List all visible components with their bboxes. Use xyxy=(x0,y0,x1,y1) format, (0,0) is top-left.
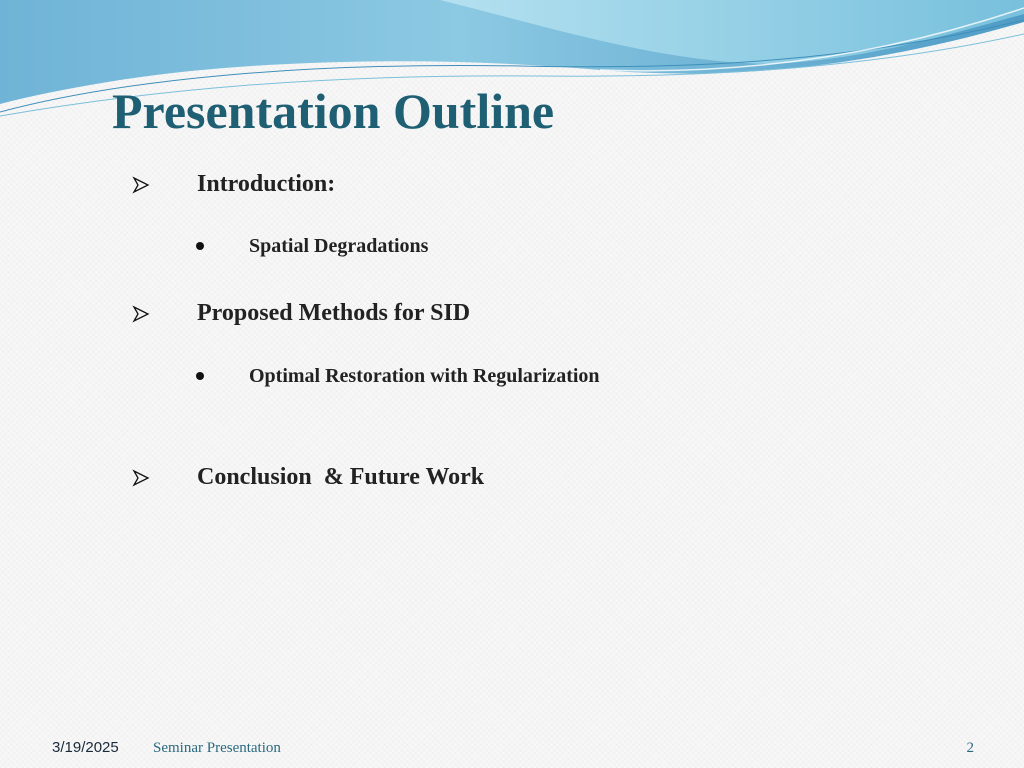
footer-date: 3/19/2025 xyxy=(52,739,119,756)
arrow-bullet-icon xyxy=(132,305,150,323)
outline-subitem-label: Optimal Restoration with Regularization xyxy=(249,365,600,387)
outline-item-label: Proposed Methods for SID xyxy=(197,300,471,326)
dot-bullet-icon xyxy=(196,242,204,250)
arrow-bullet-icon xyxy=(132,176,150,194)
outline-subitem-optimal-restoration xyxy=(0,359,1024,399)
outline-item-label: Conclusion & Future Work xyxy=(197,464,485,490)
slide-title: Presentation Outline xyxy=(112,83,555,139)
outline-subitem-label: Spatial Degradations xyxy=(249,235,429,257)
outline-item-label: Introduction: xyxy=(197,171,336,197)
arrow-bullet-icon xyxy=(132,469,150,487)
footer-title: Seminar Presentation xyxy=(153,740,281,756)
dot-bullet-icon xyxy=(196,372,204,380)
outline-item-introduction xyxy=(0,166,1024,206)
outline-item-conclusion xyxy=(0,459,1024,499)
outline-subitem-spatial-degradations xyxy=(0,229,1024,269)
footer-page-number: 2 xyxy=(966,740,974,756)
outline-item-proposed-methods xyxy=(0,295,1024,335)
